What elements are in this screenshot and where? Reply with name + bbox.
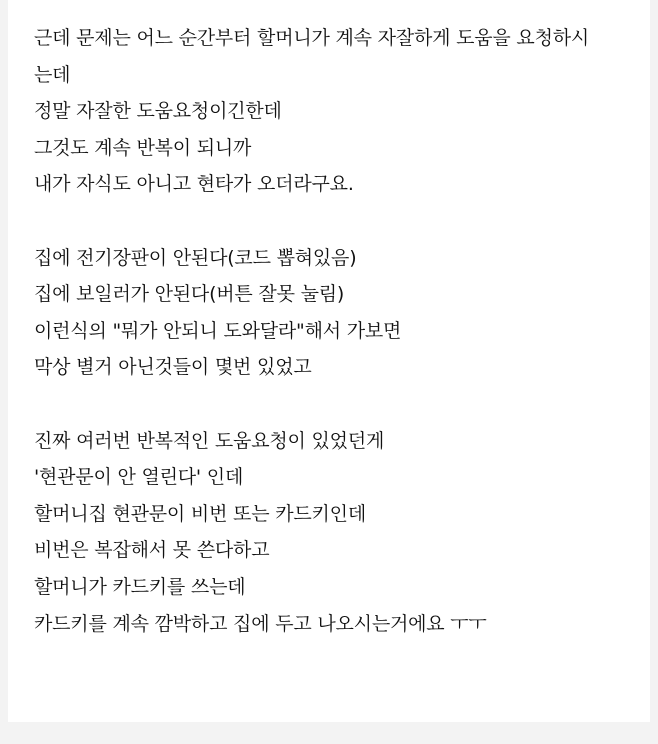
text-line: 막상 별거 아닌것들이 몇번 있었고 (34, 356, 312, 379)
text-line: 그것도 계속 반복이 되니까 (34, 136, 252, 159)
text-line: 정말 자잘한 도움요청이긴한데 (34, 100, 282, 123)
paragraph-2 (34, 240, 634, 386)
text-line: 근데 문제는 어느 순간부터 할머니가 계속 자잘하게 도움을 요청하시 (34, 27, 590, 49)
text-line: 카드키를 계속 깜박하고 집에 두고 나오시는거에요 ㅜㅜ (34, 612, 487, 635)
text-line: 는데 (34, 63, 71, 86)
text-line: 할머니가 카드키를 쓰는데 (34, 575, 246, 598)
text-line: 할머니집 현관문이 비번 또는 카드키인데 (34, 502, 366, 525)
text-line: 집에 보일러가 안된다(버튼 잘못 눌림) (34, 283, 345, 306)
paragraph-spacer (34, 386, 634, 423)
post-card (8, 0, 650, 722)
text-line: 진짜 여러번 반복적인 도움요청이 있었던게 (34, 429, 385, 452)
post-body (34, 20, 634, 642)
paragraph-spacer (34, 203, 634, 240)
text-line: 비번은 복잡해서 못 쓴다하고 (34, 539, 270, 562)
text-line: 집에 전기장판이 안된다(코드 뽑혀있음) (34, 246, 357, 269)
text-line: '현관문이 안 열린다' 인데 (34, 466, 244, 489)
paragraph-3 (34, 423, 634, 643)
text-line: 이런식의 "뭐가 안되니 도와달라"해서 가보면 (34, 319, 402, 342)
paragraph-1 (34, 20, 634, 203)
text-line: 내가 자식도 아니고 현타가 오더라구요. (34, 173, 354, 196)
